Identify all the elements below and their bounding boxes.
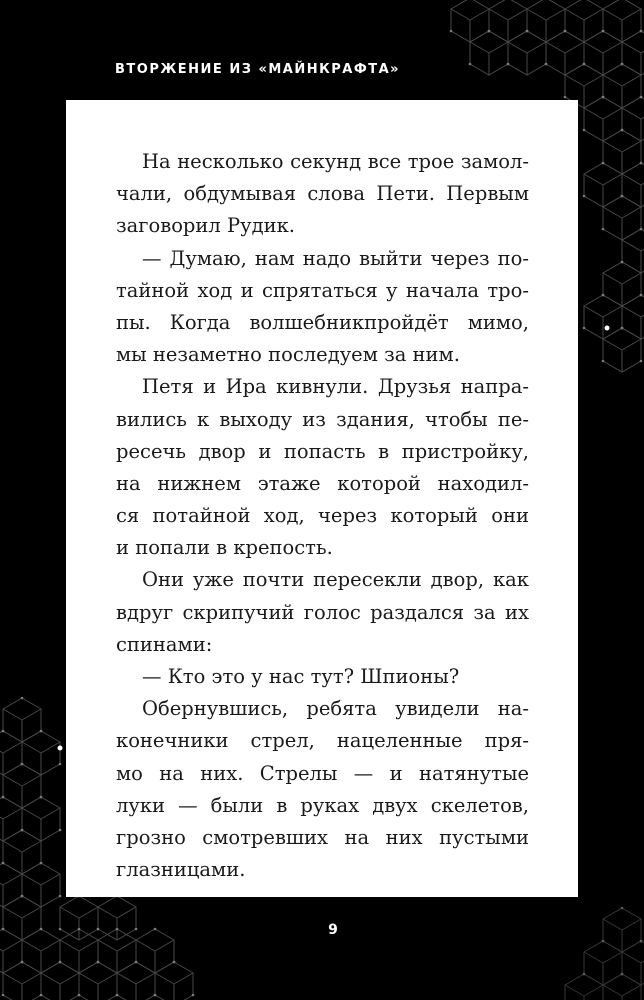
text-line: конечники стрел, нацеленные пря- — [116, 729, 529, 753]
text-line: — Кто это у нас тут? Шпионы? — [142, 665, 460, 688]
text-line: грозно смотревших на них пустыми — [116, 825, 529, 849]
text-line: луки — были в руках двух скелетов, — [116, 793, 529, 817]
page-number: 9 — [328, 922, 338, 938]
text-line: заговорил Рудик. — [116, 214, 295, 238]
pattern-bottom-right — [564, 907, 644, 1000]
text-line: пы. Когда волшебникпройдёт мимо, — [116, 310, 529, 334]
text-line: ся потайной ход, через который они — [116, 504, 529, 528]
text-line: Обернувшись, ребята увидели на- — [142, 697, 529, 721]
text-line: — Думаю, нам надо выйти через по- — [142, 246, 529, 270]
text-panel — [66, 100, 578, 897]
text-line: глазницами. — [116, 858, 246, 882]
text-line: На несколько секунд все трое замол- — [142, 150, 529, 173]
body-text — [116, 146, 529, 886]
text-line: ресечь двор и попасть в пристройку, — [116, 439, 529, 463]
text-line: и попали в крепость. — [116, 536, 333, 560]
text-line: Петя и Ира кивнули. Друзья напра- — [142, 375, 529, 399]
text-line: Они уже почти пересекли двор, как — [142, 568, 529, 592]
text-line: вдруг скрипучий голос раздался за их — [116, 600, 529, 624]
text-line: мы незаметно последуем за ним. — [116, 343, 460, 367]
text-line: тайной ход и спрятаться у начала тро- — [116, 278, 529, 302]
text-line: на нижнем этаже которой находил- — [116, 471, 529, 495]
running-head: ВТОРЖЕНИЕ ИЗ «МАЙНКРАФТА» — [115, 62, 401, 77]
text-line: чали, обдумывая слова Пети. Первым — [116, 182, 529, 206]
text-line: мо на них. Стрелы — и натянутые — [116, 761, 529, 785]
text-line: вились к выходу из здания, чтобы пе- — [116, 407, 529, 431]
text-line: спинами: — [116, 632, 213, 656]
